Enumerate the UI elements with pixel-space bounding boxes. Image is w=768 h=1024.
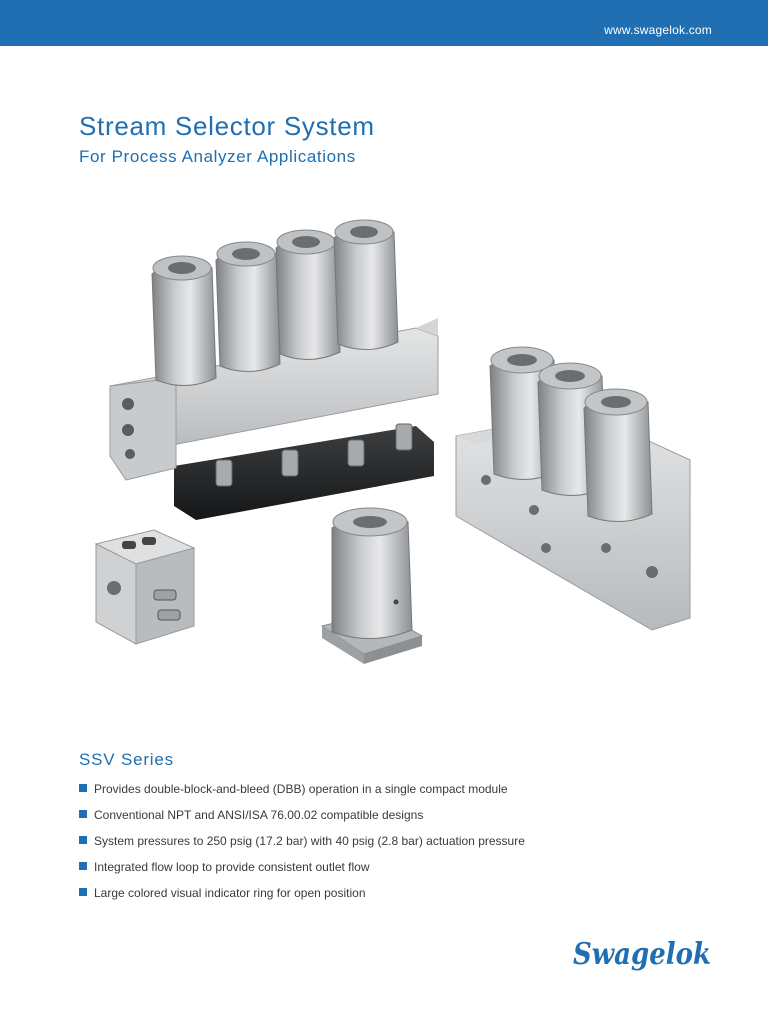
feature-text: System pressures to 250 psig (17.2 bar) with 40 psig (2.8 bar) actuation pressure [94,834,525,848]
list-item [79,834,525,860]
header-bar [0,0,768,46]
swagelok-logo [571,930,716,978]
swagelok-logo-icon [571,930,716,978]
cube-module [96,530,194,644]
feature-text: Conventional NPT and ANSI/ISA 76.00.02 compatible designs [94,808,424,822]
bullet-square-icon [79,784,87,792]
feature-text: Integrated flow loop to provide consistent outlet flow [94,860,370,874]
page-subtitle: For Process Analyzer Applications [79,147,356,166]
bullet-square-icon [79,888,87,896]
list-item [79,808,525,834]
product-photo [66,198,722,678]
feature-text: Provides double-block-and-bleed (DBB) operation in a single compact module [94,782,508,796]
list-item [79,886,525,912]
three-station-manifold [456,347,690,630]
website-url[interactable]: www.swagelok.com [604,23,712,37]
bullet-square-icon [79,862,87,870]
single-valve-module [322,508,422,664]
bullet-square-icon [79,836,87,844]
bullet-square-icon [79,810,87,818]
feature-list [79,782,525,912]
list-item [79,782,525,808]
logo-wordmark: Swagelok [573,937,711,972]
valve-assembly-illustration [66,198,722,678]
series-title: SSV Series [79,750,174,769]
four-station-manifold [110,220,438,520]
list-item [79,860,525,886]
page-title: Stream Selector System [79,111,375,141]
feature-text: Large colored visual indicator ring for open position [94,886,366,900]
